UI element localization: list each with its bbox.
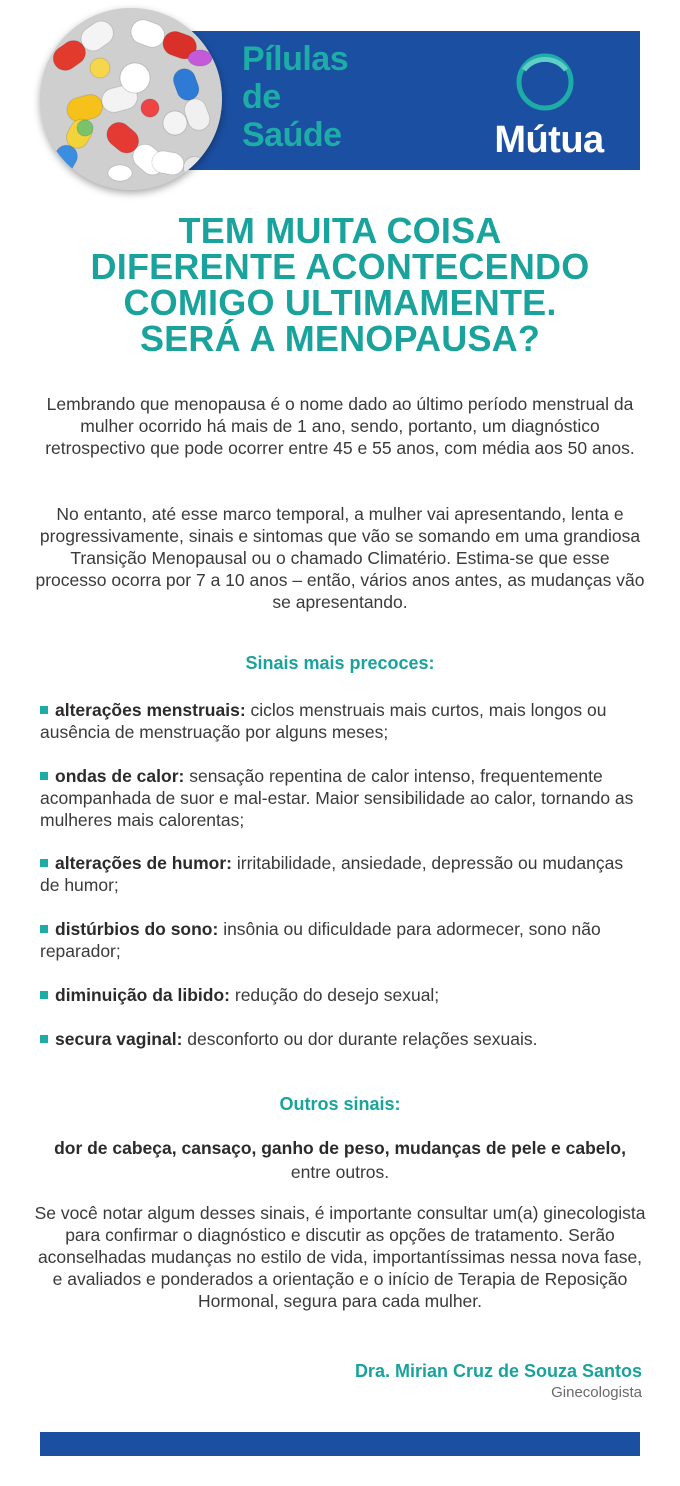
other-signs-rest: entre outros. [290,1162,390,1182]
bullet-square-icon [40,991,48,999]
title-line: DIFERENTE ACONTECENDO [90,246,590,287]
other-signs-heading: Outros sinais: [279,1094,401,1114]
title-line: COMIGO ULTIMAMENTE. [123,282,557,323]
list-item [40,765,645,831]
other-signs-text [34,1136,646,1184]
list-item-term: secura vaginal: [55,1029,183,1049]
header-title-line: de [242,78,281,116]
early-signs-heading: Sinais mais precoces: [245,653,435,673]
list-item-text: irritabilidade, ansiedade, depressão ou mudanças de humor; [40,853,624,895]
header-title [242,40,422,154]
list-item-term: ondas de calor: [55,766,185,786]
bullet-square-icon [40,772,48,780]
list-item-text: insônia ou dificuldade para adormecer, sono não reparador; [40,919,601,961]
author-name: Dra. Mirian Cruz de Souza Santos [354,1361,642,1381]
author-role: Ginecologista [551,1384,642,1401]
brand-name: Mútua [494,119,604,161]
pills-photo-badge [40,8,222,190]
list-item-term: diminuição da libido: [55,985,230,1005]
bullet-square-icon [40,859,48,867]
list-item [40,852,645,896]
title-line: TEM MUITA COISA [178,210,502,251]
ring-icon [514,50,576,114]
intro-paragraph-1: Lembrando que menopausa é o nome dado ao último período menstrual da mulher ocorrido há mais de 1 ano, sendo, portanto, um diagnóstico retrospectivo que pode ocorrer entre 45 e 55 anos, com média aos 50 anos. [45,394,635,458]
page-title [30,210,650,359]
list-item-text: redução do desejo sexual; [230,985,440,1005]
brand-logo [478,50,620,170]
title-line: SERÁ A MENOPAUSA? [139,318,541,359]
list-item [40,1028,645,1050]
closing-paragraph: Se você notar algum desses sinais, é importante consultar um(a) ginecologista para confirmar o diagnóstico e discutir as opções de tratamento. Serão aconselhadas mudanças no estilo de vida, importantíssimas nessa nova fase, e avaliados e ponderados a orientação e o início de Terapia de Reposição Hormonal, segura para cada mulher. [34,1203,646,1311]
bullet-square-icon [40,706,48,714]
list-item-text: ciclos menstruais mais curtos, mais longos ou ausência de menstruação por alguns meses; [40,700,607,742]
intro-paragraph-2: No entanto, até esse marco temporal, a mulher vai apresentando, lenta e progressivamente, sinais e sintomas que vão se somando em uma grandiosa Transição Menopausal ou o chamado Climatério. Estima-se que esse processo ocorra por 7 a 10 anos – então, vários anos antes, as mudanças vão se apresentando. [35,504,645,612]
list-item [40,918,645,962]
list-item-text: desconforto ou dor durante relações sexuais. [182,1029,538,1049]
pills-photo [40,8,222,190]
footer-bar [40,1432,640,1456]
bullet-square-icon [40,925,48,933]
list-item-term: alterações de humor: [55,853,232,873]
header-title-line: Pílulas [242,40,349,78]
other-signs-bold: dor de cabeça, cansaço, ganho de peso, mudanças de pele e cabelo, [54,1138,626,1158]
bullet-square-icon [40,1035,48,1043]
list-item [40,699,645,743]
list-item-text: sensação repentina de calor intenso, frequentemente acompanhada de suor e mal-estar. Maior sensibilidade ao calor, tornando as mulheres mais calorentas; [40,766,634,830]
header-title-line: Saúde [242,116,342,154]
list-item-term: alterações menstruais: [55,700,246,720]
list-item-term: distúrbios do sono: [55,919,219,939]
list-item [40,984,645,1006]
